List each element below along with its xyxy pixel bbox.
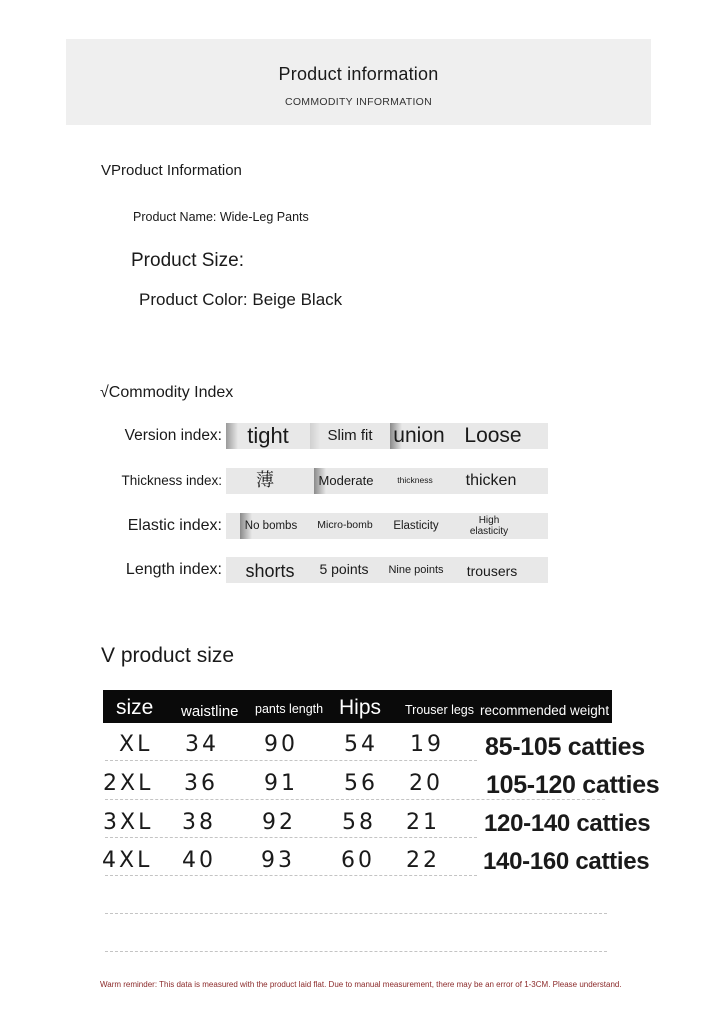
product-name: Product Name: Wide-Leg Pants (133, 210, 309, 224)
header-banner (66, 39, 651, 125)
row-divider (105, 875, 477, 876)
table-cell: 93 (261, 848, 295, 873)
table-cell: 56 (344, 771, 378, 796)
index-option: Elasticity (393, 519, 439, 532)
table-cell: 34 (185, 732, 219, 757)
table-cell: 85-105 catties (485, 733, 645, 761)
page-title: Product information (278, 64, 439, 84)
table-cell: 54 (344, 732, 378, 757)
table-cell: 19 (410, 732, 444, 757)
index-option: trousers (466, 562, 518, 579)
index-option: thickness (397, 475, 433, 486)
product-color: Product Color: Beige Black (139, 290, 343, 309)
size-section-heading: V product size (101, 644, 235, 667)
index-option: thicken (465, 472, 517, 490)
column-header: recommended weight (480, 703, 610, 718)
table-cell: XL (119, 732, 153, 757)
table-cell: 90 (264, 732, 298, 757)
table-cell: 21 (406, 810, 440, 835)
index-option: Loose (464, 424, 522, 448)
table-cell: 4XL (102, 848, 153, 873)
table-cell: 20 (409, 771, 443, 796)
length-index-label: Length index: (125, 561, 222, 578)
product-size: Product Size: (131, 250, 244, 271)
column-header: Hips (339, 696, 382, 719)
index-option: union (393, 424, 445, 448)
table-cell: 2XL (103, 771, 154, 796)
table-cell: 92 (262, 810, 296, 835)
table-cell: 22 (406, 848, 440, 873)
row-divider (105, 913, 607, 914)
thickness-index-label: Thickness index: (121, 473, 222, 488)
table-cell: 58 (342, 810, 376, 835)
column-header: size (116, 696, 154, 719)
elastic-index-bar (226, 513, 548, 539)
row-divider (105, 837, 477, 838)
table-cell: 140-160 catties (483, 848, 650, 875)
index-option: shorts (245, 561, 295, 582)
product-info-heading: VProduct Information (101, 162, 242, 179)
row-divider (105, 760, 477, 761)
column-header: waistline (181, 703, 239, 720)
table-cell: 36 (184, 771, 218, 796)
version-index-bar (226, 423, 548, 449)
index-option: Micro-bomb (317, 519, 373, 532)
thickness-index-bar (226, 468, 548, 494)
table-cell: 60 (341, 848, 375, 873)
column-header: Trouser legs (405, 703, 475, 717)
table-cell: 91 (264, 771, 298, 796)
index-option: 5 points (319, 561, 369, 578)
version-index-label: Version index: (124, 427, 222, 444)
page-subtitle: COMMODITY INFORMATION (284, 96, 433, 108)
table-cell: 3XL (103, 810, 154, 835)
table-cell: 105-120 catties (486, 771, 660, 799)
table-cell: 120-140 catties (484, 810, 651, 837)
table-cell: 38 (182, 810, 216, 835)
size-table-header (103, 690, 612, 723)
column-header: pants length (255, 702, 324, 716)
row-divider (105, 799, 605, 800)
warm-reminder-note: Warm reminder: This data is measured with the product laid flat. Due to manual measurement, there may be an error of 1-3CM. Please understand. (100, 980, 622, 989)
elastic-index-label: Elastic index: (127, 517, 222, 534)
index-option: 薄 (256, 470, 274, 491)
length-index-bar (226, 557, 548, 583)
index-option: No bombs (244, 519, 298, 532)
index-option: Slim fit (327, 426, 373, 444)
index-option: Nine points (388, 563, 444, 576)
index-option: High elasticity (469, 515, 509, 537)
index-option: Moderate (318, 472, 374, 488)
row-divider (105, 951, 607, 952)
table-cell: 40 (182, 848, 216, 873)
commodity-index-heading: √Commodity Index (100, 384, 234, 401)
index-option: tight (247, 422, 289, 448)
